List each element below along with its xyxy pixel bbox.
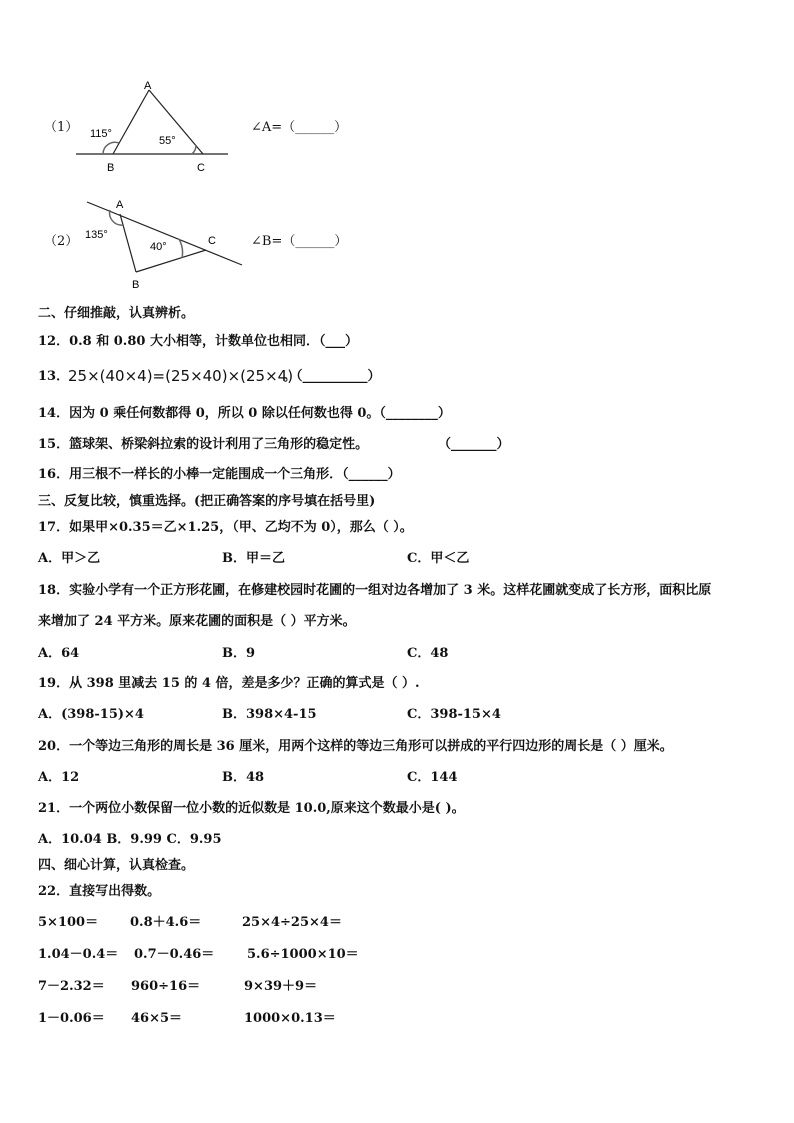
question-18-line2: 来增加了 24 平方米。原来花圃的面积是（ ）平方米。 bbox=[38, 614, 356, 629]
question-18-line1: 18．实验小学有一个正方形花圃，在修建校园时花圃的一组对边各增加了 3 米。这样花圃就变成了长方形，面积比原 bbox=[38, 583, 712, 598]
question-15: 15．篮球架、桥梁斜拉索的设计利用了三角形的稳定性。 bbox=[38, 437, 369, 452]
section3-heading: 三、反复比较，慎重选择。(把正确答案的序号填在括号里) bbox=[38, 494, 376, 509]
angle-c-label: 55° bbox=[159, 135, 176, 147]
side-ab bbox=[120, 214, 136, 272]
calc-item: 25×4÷25×4＝ bbox=[242, 915, 342, 930]
vertex-c-label: C bbox=[197, 162, 205, 174]
question-14: 14．因为 0 乘任何数都得 0，所以 0 除以任何数也得 0。（________） bbox=[38, 406, 451, 421]
q19-option-c: C．398-15×4 bbox=[407, 707, 501, 722]
q18-option-b: B．9 bbox=[222, 646, 256, 661]
q18-option-c: C．48 bbox=[407, 646, 449, 661]
calc-item: 46×5＝ bbox=[131, 1011, 183, 1026]
triangle-diagram-2 bbox=[80, 192, 250, 292]
question-13-blank: 。（__________） bbox=[283, 369, 381, 384]
triangle-figure-1 bbox=[70, 76, 240, 176]
exterior-angle-label: 135° bbox=[85, 229, 108, 241]
question-16: 16．用三根不一样长的小棒一定能围成一个三角形．（______） bbox=[38, 467, 401, 482]
vertex-a-label: A bbox=[116, 199, 124, 211]
section2-heading: 二、仔细推敲，认真辨析。 bbox=[38, 306, 195, 321]
question-20: 20．一个等边三角形的周长是 36 厘米，用两个这样的等边三角形可以拼成的平行四边形的周长是（ ）厘米。 bbox=[38, 739, 673, 754]
side-bc bbox=[136, 250, 206, 272]
calc-item: 960÷16＝ bbox=[131, 979, 201, 994]
q20-option-b: B．48 bbox=[222, 770, 265, 785]
vertex-c-label: C bbox=[208, 235, 216, 247]
angle-c-arc bbox=[192, 145, 196, 154]
figure1-prompt: ∠A=（______） bbox=[251, 120, 348, 135]
question-17: 17．如果甲×0.35＝乙×1.25，（甲、乙均不为 0），那么（ ）。 bbox=[38, 520, 413, 535]
question-12: 12．0.8 和 0.80 大小相等，计数单位也相同．（___） bbox=[38, 334, 358, 349]
vertex-a-label: A bbox=[144, 80, 152, 92]
calc-item: 5×100＝ bbox=[38, 915, 99, 930]
triangle-figure-2 bbox=[80, 192, 250, 292]
q17-option-b: B．甲＝乙 bbox=[222, 551, 285, 566]
vertex-b-label: B bbox=[132, 279, 140, 291]
question-13-number: 13． bbox=[38, 369, 70, 384]
figure2-number: （2） bbox=[44, 234, 79, 249]
q21-options: A．10.04 B．9.99 C．9.95 bbox=[38, 832, 222, 847]
question-15-blank: （_______） bbox=[438, 437, 510, 452]
vertex-b-label: B bbox=[107, 162, 115, 174]
question-21: 21．一个两位小数保留一位小数的近似数是 10.0,原来这个数最小是( )。 bbox=[38, 801, 465, 816]
angle-c-arc bbox=[179, 239, 183, 258]
figure1-number: （1） bbox=[44, 120, 79, 135]
calc-item: 9×39＋9＝ bbox=[244, 979, 318, 994]
q19-option-a: A．(398-15)×4 bbox=[38, 707, 144, 722]
exterior-angle-label: 115° bbox=[90, 128, 112, 140]
question-19: 19．从 398 里减去 15 的 4 倍，差是多少？正确的算式是（ ）. bbox=[38, 676, 420, 691]
calc-item: 0.7－0.46＝ bbox=[134, 947, 215, 962]
side-ac bbox=[149, 90, 203, 154]
q17-option-c: C．甲＜乙 bbox=[407, 551, 470, 566]
q17-option-a: A．甲＞乙 bbox=[38, 551, 101, 566]
calc-item: 5.6÷1000×10＝ bbox=[247, 947, 359, 962]
question-13-formula: 25×(40×4)=(25×40)×(25×4) bbox=[68, 367, 294, 385]
angle-c-label: 40° bbox=[150, 241, 167, 253]
side-ab bbox=[113, 90, 149, 154]
calc-item: 1000×0.13＝ bbox=[244, 1011, 336, 1026]
section4-heading: 四、细心计算，认真检查。 bbox=[38, 858, 195, 873]
calc-item: 1－0.06＝ bbox=[38, 1011, 105, 1026]
calc-item: 7－2.32＝ bbox=[38, 979, 105, 994]
q20-option-a: A．12 bbox=[38, 770, 80, 785]
triangle-diagram-1 bbox=[70, 76, 240, 176]
figure2-prompt: ∠B=（______） bbox=[251, 234, 348, 249]
q18-option-a: A．64 bbox=[38, 646, 80, 661]
q19-option-b: B．398×4-15 bbox=[222, 707, 317, 722]
q20-option-c: C．144 bbox=[407, 770, 458, 785]
calc-item: 1.04－0.4＝ bbox=[38, 947, 119, 962]
calc-item: 0.8＋4.6＝ bbox=[130, 915, 202, 930]
question-22: 22．直接写出得数。 bbox=[38, 884, 161, 899]
